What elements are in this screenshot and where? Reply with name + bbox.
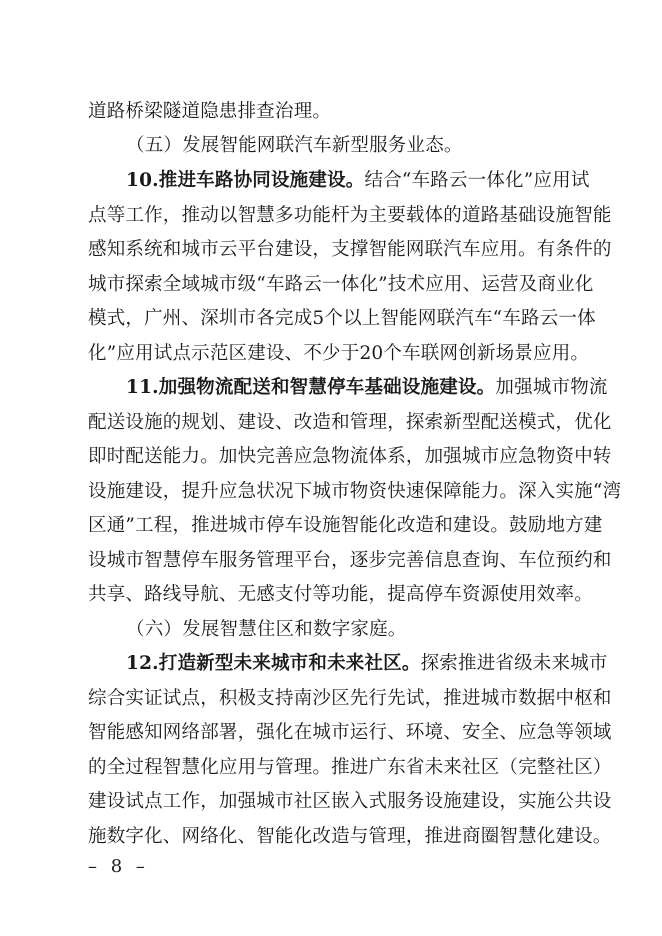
item-10-heading: 10.推进车路协同设施建设。 <box>126 170 365 191</box>
body-line: 共享、路线导航、无感支付等功能，提高停车资源使用效率。 <box>88 584 593 605</box>
body-line: 道路桥梁隧道隐患排查治理。 <box>88 101 332 122</box>
body-line: 化”应用试点示范区建设、不少于20个车联网创新场景应用。 <box>88 343 590 364</box>
section-heading: （六）发展智慧住区和数字家庭。 <box>126 619 407 640</box>
body-line: 设城市智慧停车服务管理平台，逐步完善信息查询、车位预约和 <box>88 550 612 571</box>
item-12-first-line: 12.打造新型未来城市和未来社区。探索推进省级未来城市 <box>126 653 608 674</box>
page-number: – 8 – <box>88 856 149 877</box>
body-line: 城市探索全域城市级“车路云一体化”技术应用、运营及商业化 <box>88 274 594 295</box>
body-line: 综合实证试点，积极支持南沙区先行先试，推进城市数据中枢和 <box>88 688 612 709</box>
body-line: 即时配送能力。加快完善应急物流体系，加强城市应急物资中转 <box>88 446 612 467</box>
item-12-heading: 12.打造新型未来城市和未来社区。 <box>126 653 421 674</box>
body-line: 模式，广州、深圳市各完成5个以上智能网联汽车“车路云一体 <box>88 308 596 329</box>
body-line: 感知系统和城市云平台建设，支撑智能网联汽车应用。有条件的 <box>88 239 612 260</box>
body-line: 配送设施的规划、建设、改造和管理，探索新型配送模式，优化 <box>88 412 612 433</box>
body-line: 智能感知网络部署，强化在城市运行、环境、安全、应急等领域 <box>88 722 612 743</box>
body-line: 的全过程智慧化应用与管理。推进广东省未来社区（完整社区） <box>88 757 612 778</box>
item-11-first-line: 11.加强物流配送和智慧停车基础设施建设。加强城市物流 <box>126 377 608 398</box>
body-line: 点等工作，推动以智慧多功能杆为主要载体的道路基础设施智能 <box>88 205 612 226</box>
body-line: 区通”工程，推进城市停车设施智能化改造和建设。鼓励地方建 <box>88 515 603 536</box>
body-line: 设施建设，提升应急状况下城市物资快速保障能力。深入实施“湾 <box>88 481 622 502</box>
body-line: 施数字化、网络化、智能化改造与管理，推进商圈智慧化建设。 <box>88 826 612 847</box>
body-line: 建设试点工作，加强城市社区嵌入式服务设施建设，实施公共设 <box>88 791 612 812</box>
section-heading: （五）发展智能网联汽车新型服务业态。 <box>126 135 463 156</box>
item-10-first-line: 10.推进车路协同设施建设。结合“车路云一体化”应用试 <box>126 170 590 191</box>
item-11-heading: 11.加强物流配送和智慧停车基础设施建设。 <box>126 377 496 398</box>
